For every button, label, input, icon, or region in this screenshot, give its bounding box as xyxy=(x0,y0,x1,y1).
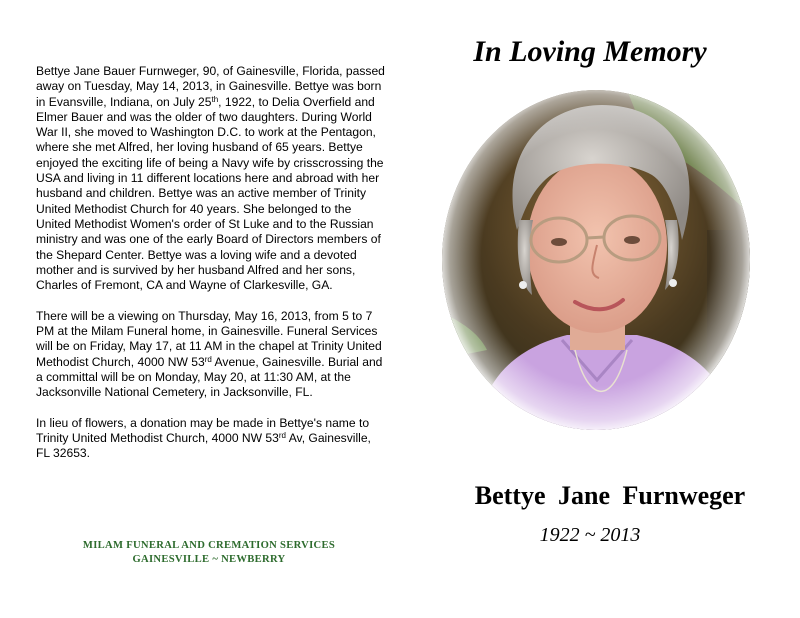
ordinal-suffix: rd xyxy=(204,354,212,364)
obituary-text-span: In lieu of flowers, a donation may be made in Bettye's name to Trinity United Methodist Church, 4000 NW 53 xyxy=(36,415,370,446)
obituary-paragraph-services xyxy=(36,309,386,401)
memory-title: In Loving Memory xyxy=(473,35,707,68)
obituary-text-span: , 1922, to Delia Overfield and Elmer Bauer and was the older of two daughters. During World War II, she moved to Washington D.C. to work at the Pentagon, where she met Alfred, her loving husband of 65 years. Bettye enjoyed the exciting life of being a Navy wife by crisscrossing the USA and living in 11 different locations here and abroad with her husband and children. Bettye was an active member of Trinity United Methodist Church for 40 years. She belonged to the United Methodist Women's order of St Luke and to the Russian ministry and was one of the early Board of Directors members of the Shepard Center. Bettye was a loving wife and a devoted mother and is survived by her husband Alfred and her sons, Charles of Fremont, CA and Wayne of Clarkesville, GA. xyxy=(36,94,384,293)
ordinal-suffix: th xyxy=(211,94,219,104)
obituary-text-span: Avenue, Gainesville. Burial and a committal will be on Monday, May 20, at 11:30 AM, at the Jacksonville National Cemetery, in Jacksonville, FL. xyxy=(36,354,383,400)
life-dates: 1922 ~ 2013 xyxy=(539,524,641,546)
obituary-paragraph-donations xyxy=(36,416,386,462)
obituary-paragraph-biography xyxy=(36,64,386,293)
obituary-text-span: Av, Gainesville, FL 32653. xyxy=(36,431,371,461)
funeral-home-locations: GAINESVILLE ~ NEWBERRY xyxy=(132,553,286,565)
funeral-home-credit xyxy=(40,539,378,566)
funeral-home-name: MILAM FUNERAL AND CREMATION SERVICES xyxy=(82,540,336,551)
obituary-text-span: There will be a viewing on Thursday, May 16, 2013, from 5 to 7 PM at the Milam Funeral home, in Gainesville. Funeral Services will be on Friday, May 17, at 11 AM in the chapel at Trinity United Methodist Church, 4000 NW 53 xyxy=(36,308,382,369)
obituary-text-span: Bettye Jane Bauer Furnweger, 90, of Gainesville, Florida, passed away on Tuesday, May 14, 2013, in Gainesville. Bettye was born in Evansville, Indiana, on July 25 xyxy=(36,64,385,109)
portrait-illustration xyxy=(437,80,755,435)
portrait-photo xyxy=(437,80,755,435)
ordinal-suffix: rd xyxy=(278,431,286,441)
deceased-name: Bettye Jane Furnweger xyxy=(474,481,746,510)
obituary-text xyxy=(36,64,386,477)
